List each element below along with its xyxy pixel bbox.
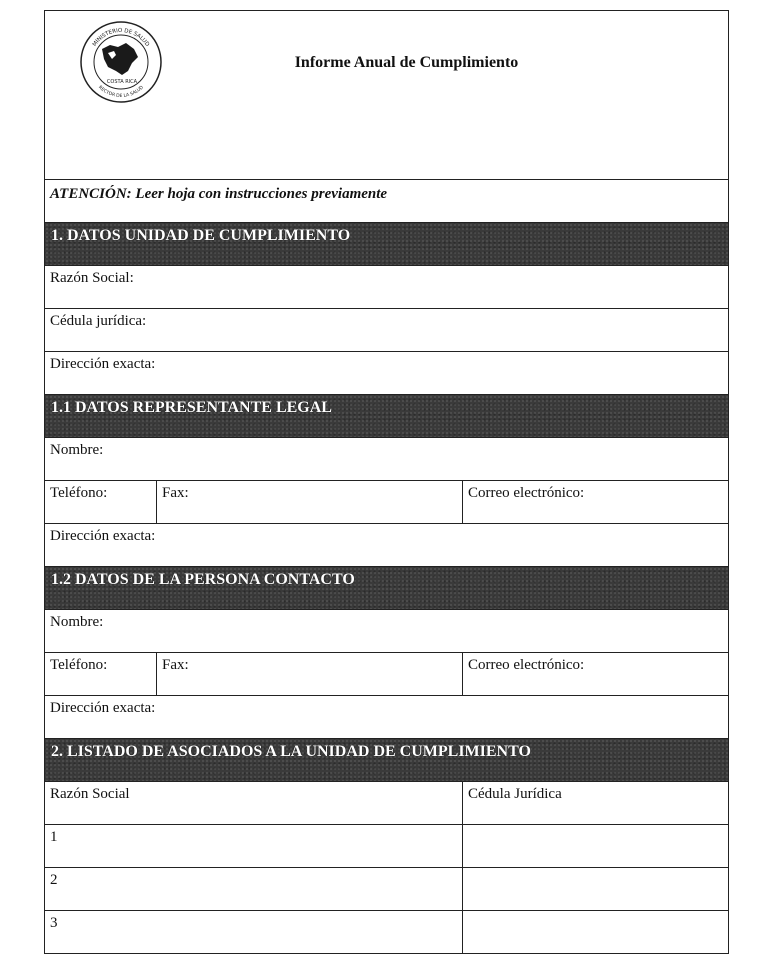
seal-top-text: MINISTERIO DE SALUD <box>91 27 151 48</box>
attention-note: ATENCIÓN: Leer hoja con instrucciones previamente <box>44 180 729 223</box>
form-title: Informe Anual de Cumplimiento <box>294 54 519 71</box>
col-razon-social: Razón Social <box>45 782 463 824</box>
direccion-exacta-field[interactable]: Dirección exacta: <box>44 352 729 395</box>
contacto-contact-row <box>44 653 729 696</box>
asociado-razon-cell[interactable]: 3 <box>45 911 463 953</box>
contacto-correo-field[interactable]: Correo electrónico: <box>468 657 585 673</box>
asociado-cedula-cell[interactable] <box>463 825 728 867</box>
asociado-cedula-cell[interactable] <box>463 868 728 910</box>
section-1-1-heading: 1.1 DATOS REPRESENTANTE LEGAL <box>44 395 729 438</box>
asociado-razon-cell[interactable]: 2 <box>45 868 463 910</box>
cedula-juridica-field[interactable]: Cédula jurídica: <box>44 309 729 352</box>
section-1-heading: 1. DATOS UNIDAD DE CUMPLIMIENTO <box>44 223 729 266</box>
representante-contact-row <box>44 481 729 524</box>
contacto-nombre-field[interactable]: Nombre: <box>44 610 729 653</box>
section-1-2-heading: 1.2 DATOS DE LA PERSONA CONTACTO <box>44 567 729 610</box>
contacto-fax-field[interactable]: Fax: <box>157 653 463 695</box>
asociado-razon-cell[interactable]: 1 <box>45 825 463 867</box>
representante-nombre-field[interactable]: Nombre: <box>44 438 729 481</box>
asociados-header-row <box>44 782 729 825</box>
section-2-heading: 2. LISTADO DE ASOCIADOS A LA UNIDAD DE CUMPLIMIENTO <box>44 739 729 782</box>
asociado-cedula-cell[interactable] <box>463 911 728 953</box>
table-row <box>44 868 729 911</box>
representante-correo-field[interactable]: Correo electrónico: <box>468 485 585 501</box>
representante-telefono-field[interactable]: Teléfono: <box>45 481 157 523</box>
table-row <box>44 911 729 954</box>
col-cedula-juridica: Cédula Jurídica <box>468 786 562 802</box>
representante-fax-field[interactable]: Fax: <box>157 481 463 523</box>
compliance-form <box>44 10 729 954</box>
svg-text:RECTOR DE LA SALUD <box>97 84 145 99</box>
form-header <box>44 10 729 180</box>
seal-middle-text: COSTA RICA <box>106 79 138 85</box>
table-row <box>44 825 729 868</box>
razon-social-field[interactable]: Razón Social: <box>44 266 729 309</box>
seal-bottom-text: RECTOR DE LA SALUD <box>97 85 145 99</box>
contacto-direccion-field[interactable]: Dirección exacta: <box>44 696 729 739</box>
representante-direccion-field[interactable]: Dirección exacta: <box>44 524 729 567</box>
contacto-telefono-field[interactable]: Teléfono: <box>45 653 157 695</box>
